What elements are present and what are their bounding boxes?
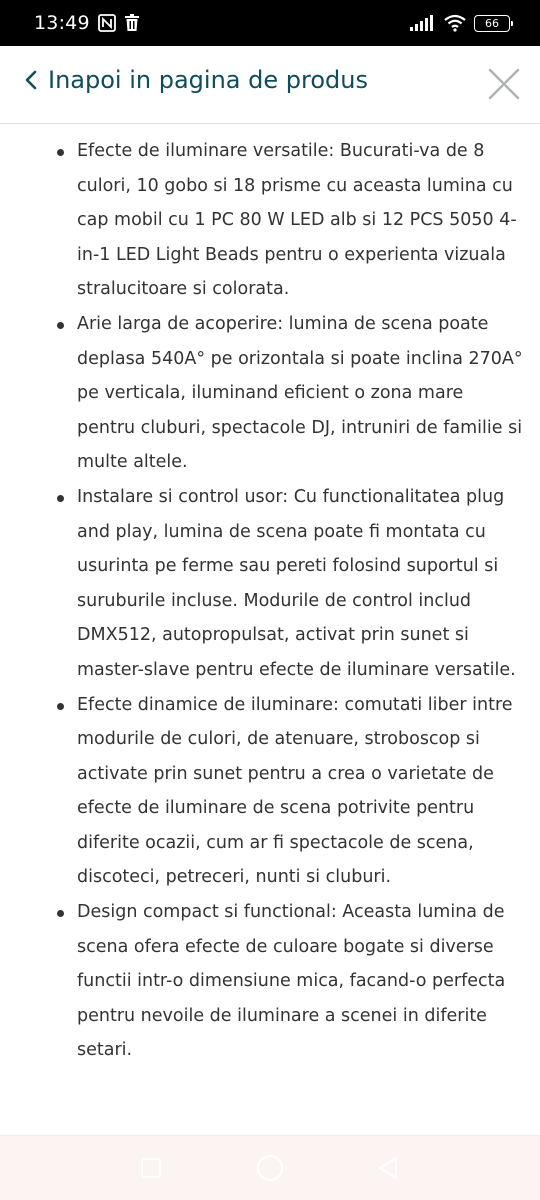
- battery-icon: [474, 15, 510, 32]
- list-item-text: Arie larga de acoperire: lumina de scena poate deplasa 540A° pe orizontala si poate inclina 270A° pe verticala, iluminand eficient o zona mare pentru cluburi, spectacole DJ, intruniri de familie si multe altele.: [77, 313, 523, 473]
- header: [0, 46, 540, 124]
- trash-icon: [124, 14, 140, 32]
- bullet-icon: [57, 322, 64, 329]
- back-link-label: Inapoi in pagina de produs: [48, 66, 368, 94]
- status-left: [34, 12, 140, 34]
- status-time: 13:49: [34, 12, 90, 34]
- list-item: [56, 895, 524, 1068]
- bullet-icon: [57, 149, 64, 156]
- wifi-icon: [444, 14, 466, 32]
- list-item: [56, 307, 524, 480]
- nfc-icon: [98, 14, 116, 32]
- bullet-icon: [57, 495, 64, 502]
- product-description: [0, 134, 540, 1134]
- status-bar: [0, 0, 540, 46]
- bullet-icon: [57, 703, 64, 710]
- back-to-product-link[interactable]: [22, 66, 368, 94]
- bullet-icon: [57, 910, 64, 917]
- feature-list: [56, 134, 524, 1068]
- close-icon[interactable]: [488, 68, 520, 100]
- list-item-text: Efecte de iluminare versatile: Bucurati-va de 8 culori, 10 gobo si 18 prisme cu aceasta lumina cu cap mobil cu 1 PC 80 W LED alb si 12 PCS 5050 4-in-1 LED Light Beads pentru o experienta vizuala stralucitoare si colorata.: [77, 141, 517, 300]
- list-item-text: Efecte dinamice de iluminare: comutati liber intre modurile de culori, de atenuare, stroboscop si activate prin sunet pentru a crea o varietate de efecte de iluminare de scena potrivite pentru diferite ocazii, cum ar fi spectacole de scena, discoteci, petreceri, nunti si cluburi.: [77, 694, 513, 888]
- system-nav-bar: [0, 1136, 540, 1200]
- list-item: [56, 480, 524, 688]
- status-right: [410, 14, 510, 32]
- list-item: [56, 688, 524, 896]
- list-item-text: Design compact si functional: Aceasta lumina de scena ofera efecte de culoare bogate si diverse functii intr-o dimensiune mica, facand-o perfecta pentru nevoile de iluminare a scenei in diferite setari.: [77, 902, 506, 1061]
- list-item: [56, 134, 524, 307]
- recents-square-icon[interactable]: [141, 1158, 161, 1178]
- back-triangle-icon[interactable]: [377, 1156, 399, 1180]
- list-item-text: Instalare si control usor: Cu functionalitatea plug and play, lumina de scena poate fi montata cu usurinta pe ferme sau pereti folosind suportul si suruburile incluse. Modurile de control includ DMX512, autopropulsat, activat prin sunet si master-slave pentru efecte de iluminare versatile.: [77, 486, 516, 680]
- chevron-left-icon: [22, 69, 40, 91]
- signal-icon: [410, 15, 436, 31]
- home-circle-icon[interactable]: [257, 1155, 283, 1181]
- battery-level: 66: [485, 16, 499, 30]
